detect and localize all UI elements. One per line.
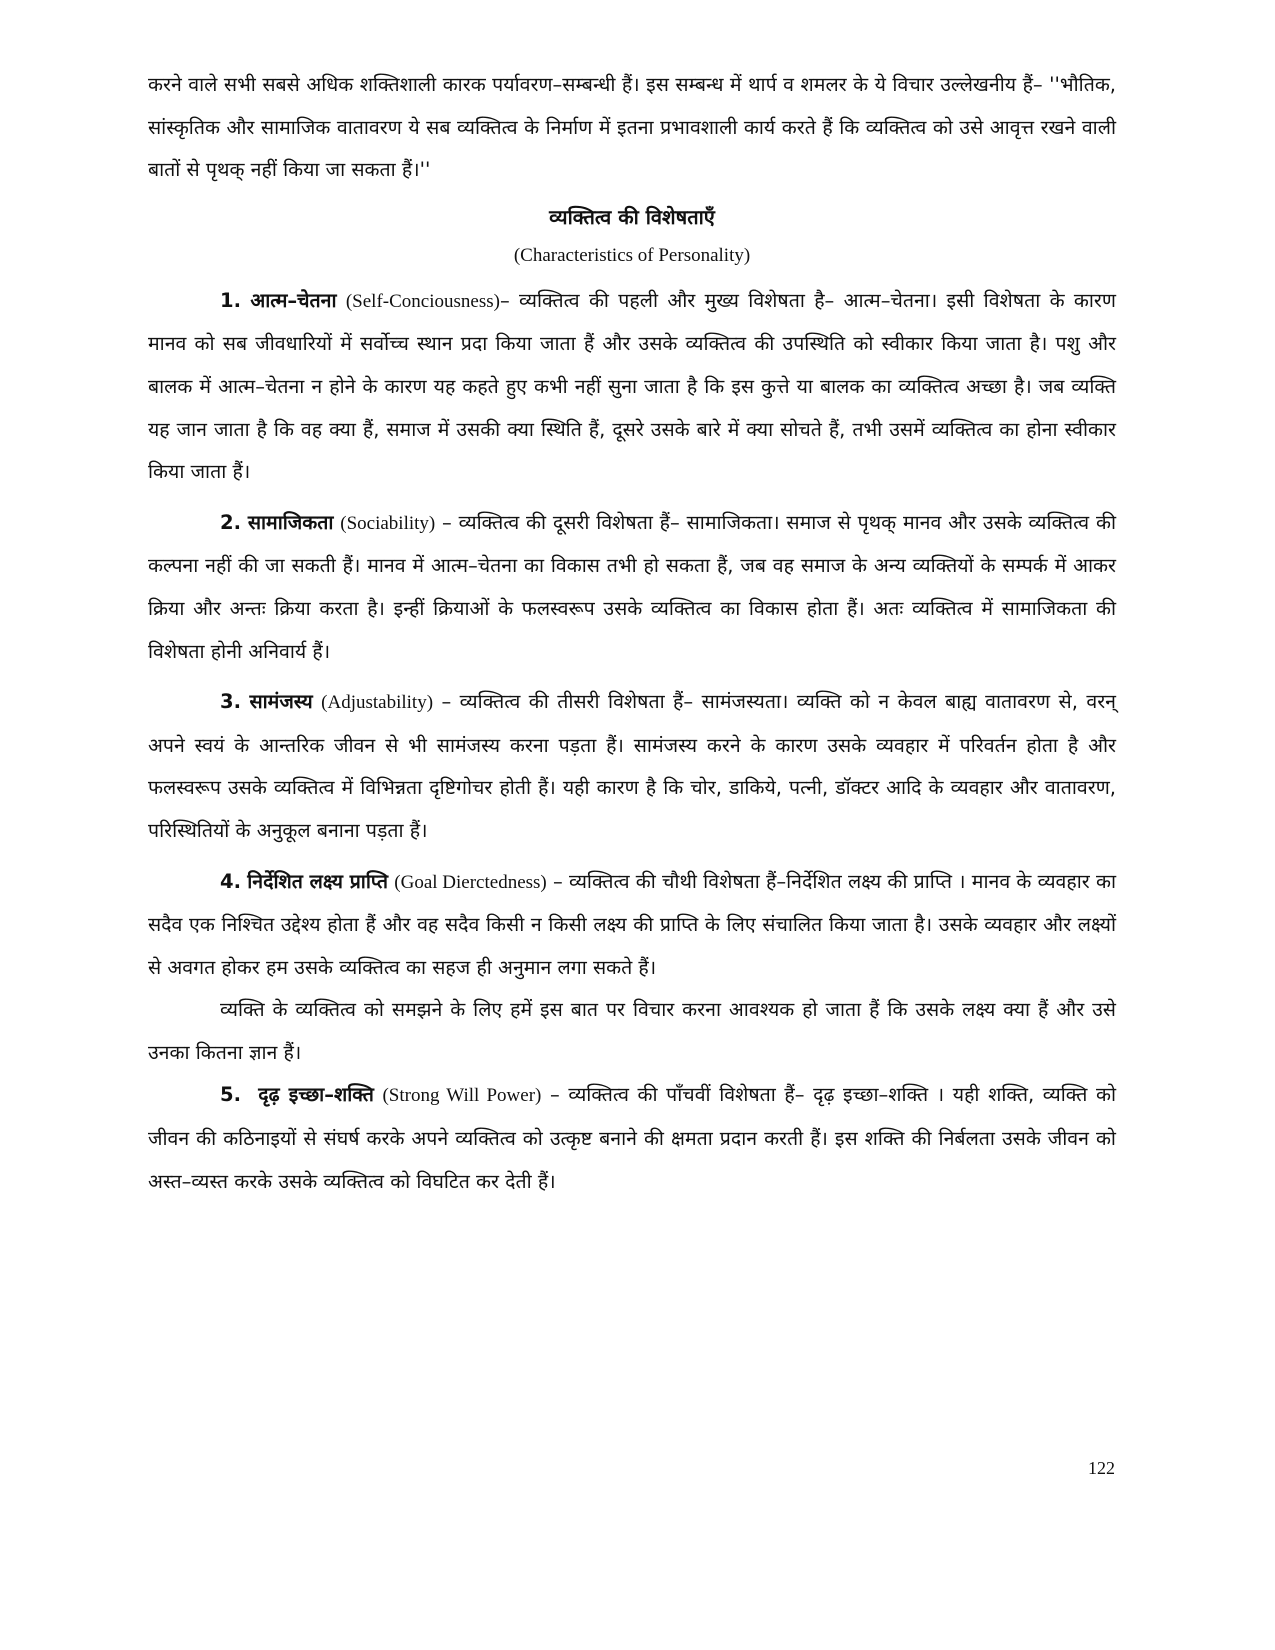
characteristic-5-term: दृढ़ इच्छा–शक्ति (258, 1083, 374, 1107)
characteristic-1-text: – व्यक्तित्व की पहली और मुख्य विशेषता है– आत्म–चेतना। इसी विशेषता के कारण मानव को सब जीवधारियों में सर्वोच्च स्थान प्रदा किया जाता हैं और उसके व्यक्तित्व की उपस्थिति को स्वीकार किया जाता है। पशु और बालक में आत्म–चेतना न होने के कारण यह कहते हुए कभी नहीं सुना जाता है कि इस कुत्ते या बालक का व्यक्तित्व अच्छा है। जब व्यक्ति यह जान जाता है कि वह क्या हैं, समाज में उसकी क्या स्थिति हैं, दूसरे उसके बारे में क्या सोचते हैं, तभी उसमें व्यक्तित्व का होना स्वीकार किया जाता हैं। (148, 288, 1116, 484)
characteristic-3-term: सामंजस्य (249, 690, 313, 714)
characteristic-2-number: 2. (220, 510, 241, 534)
characteristic-4-paragraph (148, 861, 1116, 990)
characteristic-2-english: (Sociability) (340, 512, 436, 534)
document-page (148, 64, 1116, 1203)
characteristic-4-followup-paragraph: व्यक्ति के व्यक्तित्व को समझने के लिए हमें इस बात पर विचार करना आवश्यक हो जाता हैं कि उसके लक्ष्य क्या हैं और उसे उनका कितना ज्ञान हैं। (148, 998, 1116, 1064)
characteristic-4-number: 4. (220, 869, 241, 893)
page-number: 122 (1088, 1458, 1115, 1478)
characteristic-5-english: (Strong Will Power) (382, 1085, 542, 1107)
section-heading: व्यक्तित्व की विशेषताएँ (549, 204, 715, 229)
characteristic-1-number: 1. (220, 288, 241, 312)
characteristic-4-term: निर्देशित लक्ष्य प्राप्ति (247, 869, 389, 893)
characteristic-5-number: 5. (220, 1083, 241, 1107)
characteristic-4-english: (Goal Dierctedness) (394, 871, 547, 893)
characteristic-1-paragraph (148, 280, 1116, 494)
characteristic-2-term: सामाजिकता (247, 510, 334, 534)
intro-paragraph: करने वाले सभी सबसे अधिक शक्तिशाली कारक पर्यावरण–सम्बन्धी हैं। इस सम्बन्ध में थार्प व शमलर के ये विचार उल्लेखनीय हैं– ''भौतिक, सांस्कृतिक और सामाजिक वातावरण ये सब व्यक्तित्व के निर्माण में इतना प्रभावशाली कार्य करते हैं कि व्यक्तित्व को उसे आवृत्त रखने वाली बातों से पृथक् नहीं किया जा सकता हैं।'' (148, 73, 1116, 182)
characteristic-1-english: (Self-Conciousness) (345, 290, 500, 312)
characteristic-4-text: – व्यक्तित्व की चौथी विशेषता हैं–निर्देशित लक्ष्य की प्राप्ति । मानव के व्यवहार का सदैव एक निश्चित उद्देश्य होता हैं और वह सदैव किसी न किसी लक्ष्य की प्राप्ति के लिए संचालित किया जाता है। उसके व्यवहार और लक्ष्यों से अवगत होकर हम उसके व्यक्तित्व का सहज ही अनुमान लगा सकते हैं। (148, 869, 1117, 979)
characteristic-3-paragraph (148, 681, 1116, 852)
characteristic-5-text: – व्यक्तित्व की पाँचवीं विशेषता हैं– दृढ़ इच्छा–शक्ति । यही शक्ति, व्यक्ति को जीवन की कठिनाइयों से संघर्ष करके अपने व्यक्तित्व को उत्कृष्ट बनाने की क्षमता प्रदान करती हैं। इस शक्ति की निर्बलता उसके जीवन को अस्त–व्यस्त करके उसके व्यक्तित्व को विघटित कर देती हैं। (148, 1083, 1117, 1193)
characteristic-3-english: (Adjustability) (321, 692, 434, 714)
section-subheading: (Characteristics of Personality) (513, 244, 751, 266)
characteristic-3-text: – व्यक्तित्व की तीसरी विशेषता हैं– सामंजस्यता। व्यक्ति को न केवल बाह्य वातावरण से, वरन् अपने स्वयं के आन्तरिक जीवन से भी सामंजस्य करना पड़ता हैं। सामंजस्य करने के कारण उसके व्यवहार में परिवर्तन होता है और फलस्वरूप उसके व्यक्तित्व में विभिन्नता दृष्टिगोचर होती हैं। यही कारण है कि चोर, डाकिये, पत्नी, डॉक्टर आदि के व्यवहार और वातावरण, परिस्थितियों के अनुकूल बनाना पड़ता हैं। (148, 690, 1116, 842)
characteristic-5-paragraph (148, 1074, 1116, 1203)
characteristic-2-paragraph (148, 502, 1116, 673)
characteristic-3-number: 3. (220, 690, 241, 714)
characteristic-1-term: आत्म–चेतना (250, 288, 337, 312)
characteristic-2-text: – व्यक्तित्व की दूसरी विशेषता हैं– सामाजिकता। समाज से पृथक् मानव और उसके व्यक्तित्व की कल्पना नहीं की जा सकती हैं। मानव में आत्म–चेतना का विकास तभी हो सकता हैं, जब वह समाज के अन्य व्यक्तियों के सम्पर्क में आकर क्रिया और अन्तः क्रिया करता है। इन्हीं क्रियाओं के फलस्वरूप उसके व्यक्तित्व का विकास होता हैं। अतः व्यक्तित्व में सामाजिकता की विशेषता होनी अनिवार्य हैं। (148, 510, 1116, 663)
